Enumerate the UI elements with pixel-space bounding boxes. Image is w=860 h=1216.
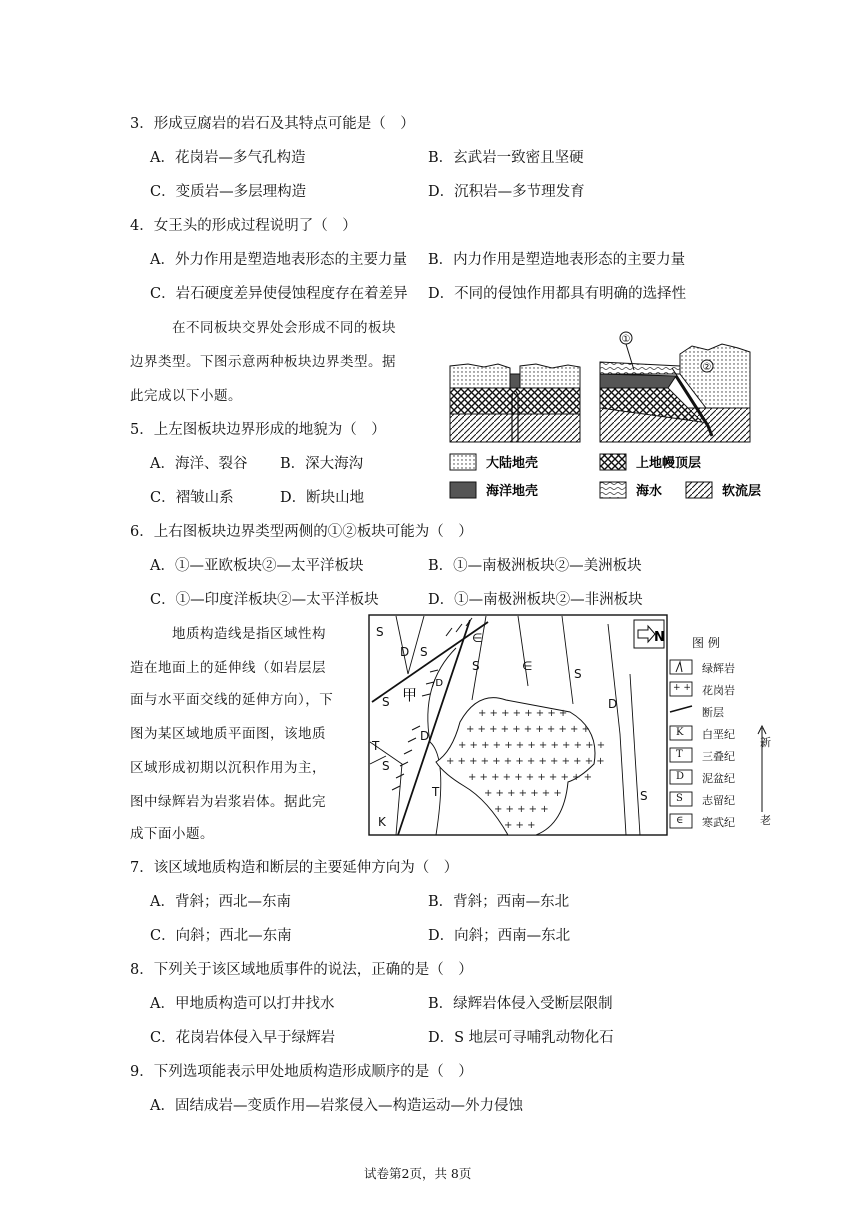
q9-stem: 9．下列选项能表示甲处地质构造形成顺序的是（ ） bbox=[130, 1064, 473, 1080]
geo-intro-line-3: 面与水平面交线的延伸方向），下 bbox=[130, 692, 334, 708]
plate-left-diagram bbox=[450, 364, 580, 442]
q5-option-c: C．褶皱山系 bbox=[150, 490, 234, 506]
legend-triassic: 三叠纪 bbox=[702, 750, 735, 763]
q3-option-c: C．变质岩—多层理构造 bbox=[150, 184, 307, 200]
q5-stem: 5．上左图板块边界形成的地貌为（ ） bbox=[130, 422, 386, 438]
legend-greenstone: 绿辉岩 bbox=[702, 662, 735, 675]
q3-option-d: D．沉积岩—多节理发育 bbox=[428, 184, 585, 200]
legend-cretaceous: 白垩纪 bbox=[702, 728, 735, 741]
q3-option-b: B．玄武岩一致密且坚硬 bbox=[428, 150, 584, 166]
legend-devonian: 泥盆纪 bbox=[702, 772, 735, 785]
plate-intro-line-3: 此完成以下小题。 bbox=[130, 388, 242, 404]
legend-granite: 花岗岩 bbox=[702, 684, 735, 697]
legend-silurian: 志留纪 bbox=[702, 794, 735, 807]
q7-option-d: D．向斜；西南—东北 bbox=[428, 928, 571, 944]
svg-text:S: S bbox=[382, 759, 390, 773]
svg-text:D: D bbox=[420, 729, 430, 743]
geologic-map bbox=[368, 614, 668, 836]
legend-granite-symbol: + + bbox=[673, 683, 691, 693]
plate-marker-2: ② bbox=[702, 362, 712, 373]
geo-legend bbox=[668, 628, 778, 840]
q4-option-d: D．不同的侵蚀作用都具有明确的选择性 bbox=[428, 286, 687, 302]
legend-asthenosphere: 软流层 bbox=[722, 484, 762, 499]
q7-option-b: B．背斜；西南—东北 bbox=[428, 894, 570, 910]
plate-intro-line-2: 边界类型。下图示意两种板块边界类型。据 bbox=[130, 354, 396, 370]
svg-text:S: S bbox=[640, 789, 648, 803]
legend-d-symbol: D bbox=[676, 771, 685, 782]
svg-text:S: S bbox=[574, 667, 582, 681]
svg-text:+ + + + + + + + + + +: + + + + + + + + + + + bbox=[466, 724, 590, 735]
svg-text:T: T bbox=[432, 785, 440, 799]
geo-intro-line-4: 图为某区域地质平面图，该地质 bbox=[130, 726, 326, 742]
legend-continental-crust: 大陆地壳 bbox=[486, 456, 539, 471]
q8-option-b: B．绿辉岩体侵入受断层限制 bbox=[428, 996, 613, 1012]
svg-text:S: S bbox=[382, 695, 390, 709]
svg-text:T: T bbox=[372, 739, 380, 753]
legend-fault: 断层 bbox=[702, 706, 724, 719]
north-label: N bbox=[654, 630, 665, 645]
q8-option-c: C．花岗岩体侵入早于绿辉岩 bbox=[150, 1030, 336, 1046]
q3-stem: 3．形成豆腐岩的岩石及其特点可能是（ ） bbox=[130, 116, 415, 132]
legend-s-symbol: S bbox=[676, 793, 683, 804]
q4-stem: 4．女王头的形成过程说明了（ ） bbox=[130, 218, 357, 234]
legend-cambrian-symbol: ∈ bbox=[676, 815, 684, 826]
q4-option-b: B．内力作用是塑造地表形态的主要力量 bbox=[428, 252, 686, 268]
q6-option-d: D．①—南极洲板块②—非洲板块 bbox=[428, 592, 643, 608]
jia-marker: 甲 bbox=[402, 686, 418, 704]
svg-text:S: S bbox=[376, 625, 384, 639]
svg-text:+ + + + + + +: + + + + + + + bbox=[484, 788, 562, 799]
q7-option-a: A．背斜；西北—东南 bbox=[150, 894, 291, 910]
svg-text:+ + +: + + + bbox=[504, 820, 536, 831]
q6-stem: 6．上右图板块边界类型两侧的①②板块可能为（ ） bbox=[130, 524, 473, 540]
svg-text:+ + + + + + + + + + +: + + + + + + + + + + + bbox=[468, 772, 592, 783]
q5-option-d: D．断块山地 bbox=[280, 490, 365, 506]
plate-legend bbox=[450, 454, 761, 499]
svg-text:D: D bbox=[400, 645, 410, 659]
svg-text:+ + + + + + + + + + + + +: + + + + + + + + + + + + + bbox=[458, 740, 606, 751]
geo-intro-line-1: 地质构造线是指区域性构 bbox=[172, 626, 326, 642]
q8-stem: 8．下列关于该区域地质事件的说法，正确的是（ ） bbox=[130, 962, 473, 978]
q6-option-c: C．①—印度洋板块②—太平洋板块 bbox=[150, 592, 379, 608]
plate-right-diagram bbox=[600, 332, 750, 442]
geo-legend-title: 图 例 bbox=[692, 636, 720, 650]
svg-text:D: D bbox=[608, 697, 618, 711]
legend-t-symbol: T bbox=[676, 749, 683, 760]
plate-boundary-figure bbox=[440, 326, 770, 508]
svg-text:S: S bbox=[420, 645, 428, 659]
q3-option-a: A．花岗岩—多气孔构造 bbox=[150, 150, 306, 166]
q4-option-a: A．外力作用是塑造地表形态的主要力量 bbox=[150, 252, 407, 268]
q6-option-a: A．①—亚欧板块②—太平洋板块 bbox=[150, 558, 364, 574]
svg-text:∈: ∈ bbox=[522, 659, 533, 673]
page-footer: 试卷第2页，共 8页 bbox=[364, 1166, 472, 1181]
plate-marker-1: ① bbox=[621, 334, 631, 345]
q5-option-a: A．海洋、裂谷 bbox=[150, 456, 248, 472]
q9-option-a: A．固结成岩—变质作用—岩浆侵入—构造运动—外力侵蚀 bbox=[150, 1098, 523, 1114]
legend-k-symbol: K bbox=[676, 727, 684, 738]
age-old-label: 老 bbox=[760, 814, 771, 827]
jia-small-d: /D bbox=[432, 678, 444, 689]
q8-option-a: A．甲地质构造可以打井找水 bbox=[150, 996, 335, 1012]
geo-intro-line-7: 成下面小题。 bbox=[130, 826, 214, 842]
svg-text:+ + + + + + + +: + + + + + + + + bbox=[478, 708, 568, 719]
svg-text:S: S bbox=[472, 659, 480, 673]
q8-option-d: D．S 地层可寻哺乳动物化石 bbox=[428, 1030, 614, 1046]
geo-intro-line-2: 造在地面上的延伸线（如岩层层 bbox=[130, 660, 326, 676]
geo-intro-line-5: 区域形成初期以沉积作用为主， bbox=[130, 760, 326, 776]
svg-text:∈: ∈ bbox=[472, 631, 483, 645]
svg-text:K: K bbox=[378, 815, 386, 829]
age-new-label: 新 bbox=[760, 736, 771, 749]
q7-stem: 7．该区域地质构造和断层的主要延伸方向为（ ） bbox=[130, 860, 459, 876]
legend-seawater: 海水 bbox=[636, 484, 663, 499]
q4-option-c: C．岩石硬度差异使侵蚀程度存在着差异 bbox=[150, 286, 408, 302]
svg-text:+ + + + +: + + + + + bbox=[494, 804, 549, 815]
svg-text:+ + + + + + + + + + + + + +: + + + + + + + + + + + + + + bbox=[446, 756, 605, 767]
plate-intro-line-1: 在不同板块交界处会形成不同的板块 bbox=[172, 320, 396, 336]
q5-option-b: B．深大海沟 bbox=[280, 456, 364, 472]
legend-cambrian: 寒武纪 bbox=[702, 816, 735, 829]
q7-option-c: C．向斜；西北—东南 bbox=[150, 928, 292, 944]
geo-intro-line-6: 图中绿辉岩为岩浆岩体。据此完 bbox=[130, 794, 326, 810]
legend-oceanic-crust: 海洋地壳 bbox=[486, 484, 539, 499]
q6-option-b: B．①—南极洲板块②—美洲板块 bbox=[428, 558, 642, 574]
legend-upper-mantle: 上地幔顶层 bbox=[636, 456, 702, 471]
